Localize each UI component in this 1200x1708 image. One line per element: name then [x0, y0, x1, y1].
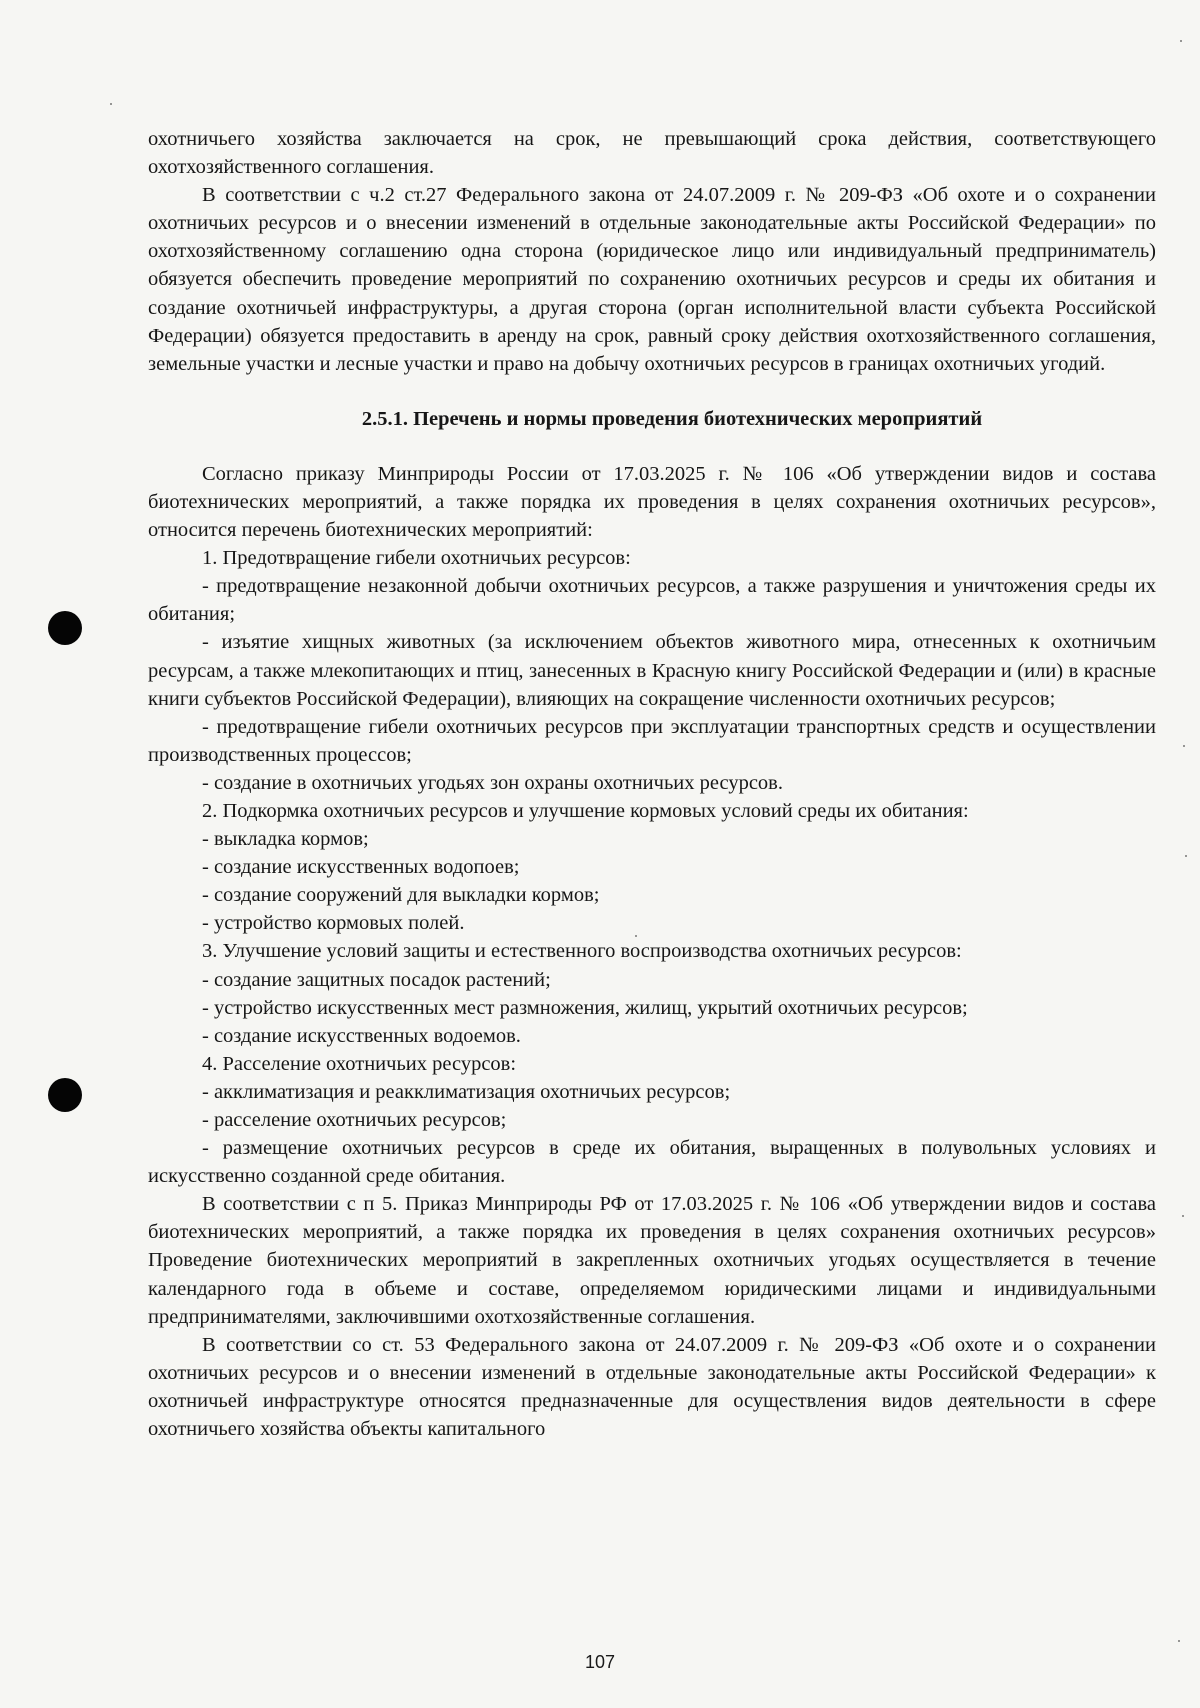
list-item: - создание защитных посадок растений;: [202, 968, 551, 991]
paragraph: Согласно приказу Минприроды России от 17.03.2025 г. № 106 «Об утверждении видов и состава биотехнических мероприятий, а также порядка их проведения в целях сохранения охотничьих ресурсов», относится перечень биотехнических мероприятий:: [148, 462, 1156, 542]
list-item: - создание искусственных водопоев;: [202, 856, 520, 879]
punch-hole: [48, 1078, 82, 1112]
list-item: - создание сооружений для выкладки кормов;: [202, 884, 600, 907]
list-item: - устройство кормовых полей.: [202, 912, 465, 935]
scan-speck: [1185, 855, 1187, 857]
scan-speck: [110, 103, 112, 105]
document-body: [148, 125, 1156, 1443]
list-item: - создание в охотничьих угодьях зон охраны охотничьих ресурсов.: [202, 771, 783, 794]
paragraph: В соответствии со ст. 53 Федерального закона от 24.07.2009 г. № 209-ФЗ «Об охоте и о сохранении охотничьих ресурсов и о внесении изменений в отдельные законодательные акты Российской Федерации» к охотничьей инфраструктуре относятся предназначенные для осуществления видов деятельности в сфере охотничьего хозяйства объекты капитального: [148, 1333, 1156, 1441]
list-item: - предотвращение гибели охотничьих ресурсов при эксплуатации транспортных средств и осуществлении производственных процессов;: [148, 715, 1156, 766]
page-number: 107: [584, 1652, 616, 1672]
scan-speck: [1183, 745, 1185, 747]
paragraph: В соответствии с ч.2 ст.27 Федерального закона от 24.07.2009 г. № 209-ФЗ «Об охоте и о сохранении охотничьих ресурсов и о внесении изменений в отдельные законодательные акты Российской Федерации» по охотхозяйственному соглашению одна сторона (юридическое лицо или индивидуальный предприниматель) обязуется обеспечить проведение мероприятий по сохранению охотничьих ресурсов и среды их обитания и создание охотничьей инфраструктуры, а другая сторона (орган исполнительной власти субъекта Российской Федерации) обязуется предоставить в аренду на срок, равный сроку действия охотхозяйственного соглашения, земельные участки и лесные участки и право на добычу охотничьих ресурсов в границах охотничьих угодий.: [148, 184, 1156, 375]
list-item: - размещение охотничьих ресурсов в среде их обитания, выращенных в полувольных условиях и искусственно созданной среде обитания.: [148, 1137, 1156, 1188]
list-item: 3. Улучшение условий защиты и естественного воспроизводства охотничьих ресурсов:: [202, 940, 962, 963]
list-item: - устройство искусственных мест размножения, жилищ, укрытий охотничьих ресурсов;: [202, 996, 968, 1019]
list-item: 1. Предотвращение гибели охотничьих ресурсов:: [202, 547, 631, 570]
scan-speck: [1180, 40, 1182, 42]
list-item: - изъятие хищных животных (за исключением объектов животного мира, отнесенных к охотничьим ресурсам, а также млекопитающих и птиц, занесенных в Красную книгу Российской Федерации и (или) в красные книги субъектов Российской Федерации), влияющих на сокращение численности охотничьих ресурсов;: [148, 631, 1156, 710]
scan-speck: [1182, 1215, 1184, 1217]
punch-hole: [48, 611, 82, 645]
list-item: - предотвращение незаконной добычи охотничьих ресурсов, а также разрушения и уничтожения среды их обитания;: [148, 575, 1156, 626]
paragraph: В соответствии с п 5. Приказ Минприроды РФ от 17.03.2025 г. № 106 «Об утверждении видов и состава биотехнических мероприятий, а также порядка их проведения в целях сохранения охотничьих ресурсов» Проведение биотехнических мероприятий в закрепленных охотничьих угодьях осуществляется в течение календарного года в объеме и составе, определяемом юридическими лицами и индивидуальными предпринимателями, заключившими охотхозяйственные соглашения.: [148, 1193, 1156, 1328]
list-item: - выкладка кормов;: [202, 828, 369, 851]
list-item: 4. Расселение охотничьих ресурсов:: [202, 1052, 517, 1075]
list-item: - акклиматизация и реакклиматизация охотничьих ресурсов;: [202, 1080, 731, 1103]
section-heading: 2.5.1. Перечень и нормы проведения биотехнических мероприятий: [361, 407, 983, 430]
list-item: - расселение охотничьих ресурсов;: [202, 1109, 507, 1131]
paragraph: охотничьего хозяйства заключается на срок, не превышающий срока действия, соответствующего охотхозяйственного соглашения.: [148, 128, 1156, 179]
list-item: 2. Подкормка охотничьих ресурсов и улучшение кормовых условий среды их обитания:: [202, 799, 969, 822]
list-item: - создание искусственных водоемов.: [202, 1024, 521, 1047]
scan-speck: [1178, 1640, 1180, 1642]
